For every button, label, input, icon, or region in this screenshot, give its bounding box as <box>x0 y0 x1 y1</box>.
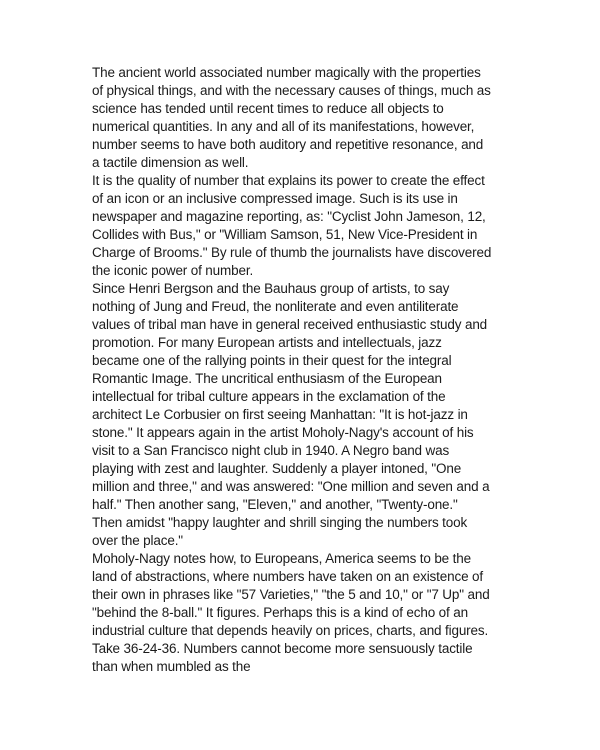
text-line: land of abstractions, where numbers have taken on an existence of <box>92 569 483 584</box>
text-line: half." Then another sang, "Eleven," and another, "Twenty-one." <box>92 497 458 512</box>
text-line: number seems to have both auditory and repetitive resonance, and <box>92 137 484 152</box>
text-line: Charge of Brooms." By rule of thumb the journalists have discovered <box>92 245 492 260</box>
text-line: Collides with Bus," or "William Samson, 51, New Vice-President in <box>92 227 478 242</box>
text-line: architect Le Corbusier on first seeing Manhattan: "It is hot-jazz in <box>92 407 468 422</box>
text-line: intellectual for tribal culture appears in the exclamation of the <box>92 389 446 404</box>
text-line: nothing of Jung and Freud, the nonliterate and even antiliterate <box>92 299 459 314</box>
text-line: Take 36-24-36. Numbers cannot become more sensuously tactile <box>92 641 473 656</box>
text-line: than when mumbled as the <box>92 659 251 674</box>
text-line: over the place." <box>92 533 183 548</box>
paragraph <box>92 172 552 280</box>
text-line: Since Henri Bergson and the Bauhaus group of artists, to say <box>92 281 450 296</box>
text-line: numerical quantities. In any and all of its manifestations, however, <box>92 119 475 134</box>
text-line: the iconic power of number. <box>92 263 254 278</box>
text-line: million and three," and was answered: "One million and seven and a <box>92 479 490 494</box>
page-text <box>92 64 552 676</box>
text-line: Then amidst "happy laughter and shrill singing the numbers took <box>92 515 468 530</box>
text-line: science has tended until recent times to reduce all objects to <box>92 101 444 116</box>
text-line: of physical things, and with the necessary causes of things, much as <box>92 83 491 98</box>
text-line: It is the quality of number that explains its power to create the effect <box>92 173 485 188</box>
paragraph <box>92 550 552 676</box>
paragraph <box>92 280 552 550</box>
text-line: Moholy-Nagy notes how, to Europeans, America seems to be the <box>92 551 471 566</box>
text-line: of an icon or an inclusive compressed image. Such is its use in <box>92 191 458 206</box>
text-line: values of tribal man have in general received enthusiastic study and <box>92 317 488 332</box>
text-line: visit to a San Francisco night club in 1940. A Negro band was <box>92 443 450 458</box>
paragraph <box>92 64 552 172</box>
text-line: newspaper and magazine reporting, as: "Cyclist John Jameson, 12, <box>92 209 486 224</box>
text-line: "behind the 8-ball." It figures. Perhaps this is a kind of echo of an <box>92 605 468 620</box>
text-line: Romantic Image. The uncritical enthusiasm of the European <box>92 371 442 386</box>
text-line: promotion. For many European artists and intellectuals, jazz <box>92 335 442 350</box>
text-line: a tactile dimension as well. <box>92 155 249 170</box>
text-line: industrial culture that depends heavily on prices, charts, and figures. <box>92 623 489 638</box>
text-line: stone." It appears again in the artist Moholy-Nagy's account of his <box>92 425 474 440</box>
text-line: became one of the rallying points in their quest for the integral <box>92 353 452 368</box>
text-line: The ancient world associated number magically with the properties <box>92 65 481 80</box>
text-line: playing with zest and laughter. Suddenly a player intoned, "One <box>92 461 462 476</box>
text-line: their own in phrases like "57 Varieties," "the 5 and 10," or "7 Up" and <box>92 587 490 602</box>
